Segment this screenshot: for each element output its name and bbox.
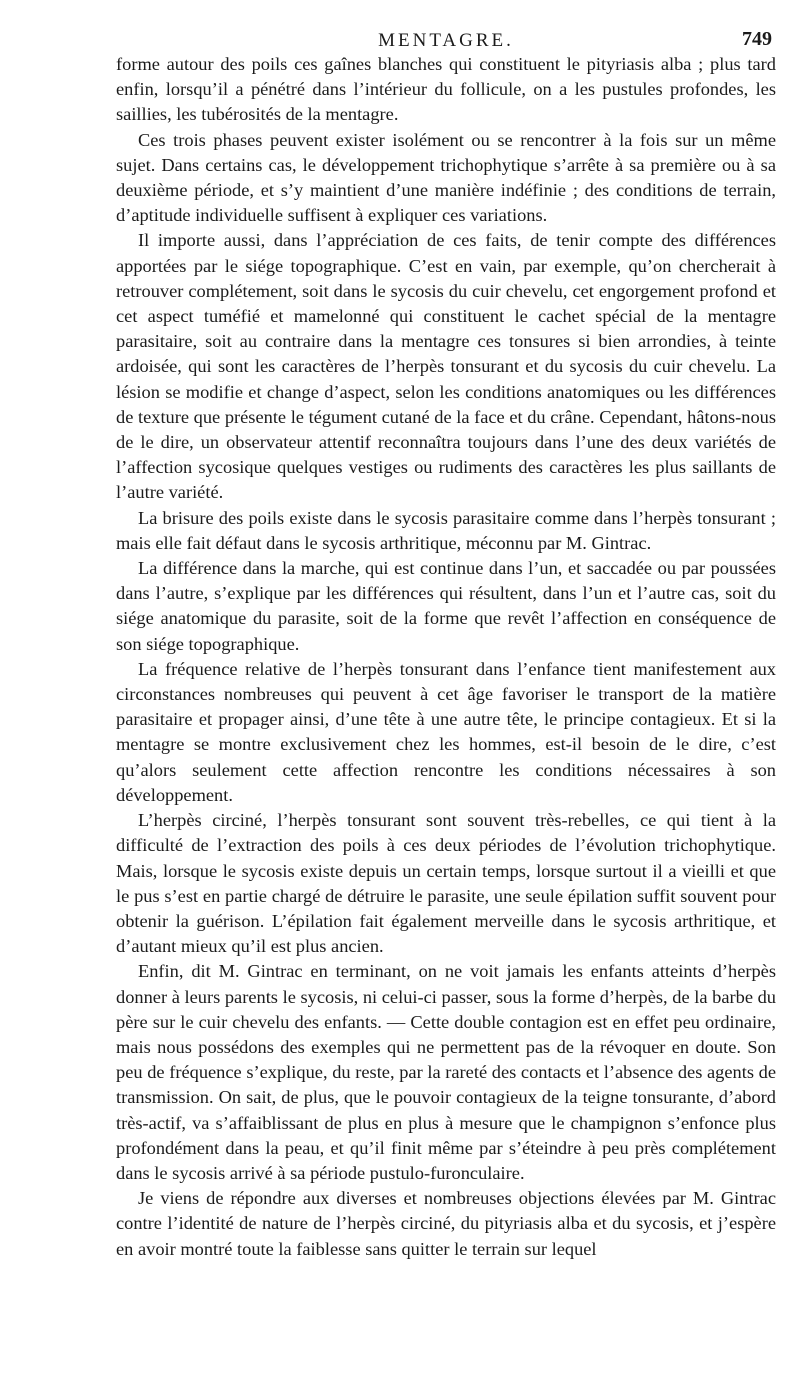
paragraph-rebellious-forms: L’herpès circiné, l’herpès tonsurant sont souvent très-rebelles, ce qui tient à la difficulté de l’extraction des poils à ces deux périodes de l’évolution trichophytique. Mais, lorsque le sycosis existe depuis un certain temps, lorsque surtout il a vieilli et que le pus s’est en partie chargé de détruire le parasite, une seule épilation suffit souvent pour obtenir la guérison. L’épilation fait également merveille dans le sycosis arthritique, et d’autant mieux qu’il est plus ancien. xyxy=(116,810,776,957)
running-head xyxy=(116,26,776,52)
body-text xyxy=(116,52,776,1262)
paragraph-three-phases: Ces trois phases peuvent exister isolément ou se rencontrer à la fois sur un même sujet. Dans certains cas, le développement trichophytique s’arrête à sa première ou à sa deuxième période, et s’y maintient d’une manière indéfinie ; des conditions de terrain, d’aptitude individuelle suffisent à expliquer ces variations. xyxy=(116,129,776,226)
paragraph-childhood-frequency: La fréquence relative de l’herpès tonsurant dans l’enfance tient manifestement aux circonstances nombreuses qui peuvent à cet âge favoriser le transport de la matière parasitaire et propager ainsi, d’une tête à une autre tête, le principe contagieux. Et si la mentagre se montre exclusivement chez les hommes, est-il besoin de le dire, c’est qu’alors seulement cette affection rencontre les conditions nécessaires à son développement. xyxy=(116,658,776,805)
running-title: MENTAGRE. xyxy=(378,30,514,51)
paragraph-continuation: forme autour des poils ces gaînes blanches qui constituent le pityriasis alba ; plus tard enfin, lorsqu’il a pénétré dans l’intérieur du follicule, on a les pustules profondes, les saillies, les tubérosités de la mentagre. xyxy=(116,54,776,125)
paragraph-conclusion: Je viens de répondre aux diverses et nombreuses objections élevées par M. Gintrac contre l’identité de nature de l’herpès circiné, du pityriasis alba et du sycosis, et j’espère en avoir montré toute la faiblesse sans quitter le terrain sur lequel xyxy=(116,1188,776,1259)
paragraph-hair-breakage: La brisure des poils existe dans le sycosis parasitaire comme dans l’herpès tonsurant ; mais elle fait défaut dans le sycosis arthritique, méconnu par M. Gintrac. xyxy=(116,507,776,553)
paragraph-double-contagion: Enfin, dit M. Gintrac en terminant, on ne voit jamais les enfants atteints d’herpès donner à leurs parents le sycosis, ni celui-ci passer, sous la forme d’herpès, de la barbe du père sur le cuir chevelu des enfants. — Cette double contagion est en effet peu ordinaire, mais nous possédons des exemples qui ne permettent pas de la révoquer en doute. Son peu de fréquence s’explique, du reste, par la rareté des contacts et l’absence des agents de transmission. On sait, de plus, que le pouvoir contagieux de la teigne tonsurante, d’abord très-actif, va s’affaiblissant de plus en plus à mesure que le champignon s’enfonce plus profondément dans la peau, et qu’il finit même par s’éteindre à peu près complétement dans le sycosis arrivé à sa période pustulo-furonculaire. xyxy=(116,961,776,1183)
page-number: 749 xyxy=(742,28,772,50)
paragraph-topographic-seat: Il importe aussi, dans l’appréciation de ces faits, de tenir compte des différences apportées par le siége topographique. C’est en vain, par exemple, qu’on chercherait à retrouver complétement, soit dans le sycosis du cuir chevelu, cet engorgement profond et cet aspect tuméfié et mamelonné qui constituent le cachet spécial de la mentagre parasitaire, soit au contraire dans la mentagre ces tonsures si bien arrondies, à teinte ardoisée, qui sont les caractères de l’herpès tonsurant et du sycosis du cuir chevelu. La lésion se modifie et change d’aspect, selon les conditions anatomiques ou les différences de texture que présente le tégument cutané de la face et du crâne. Cependant, hâtons-nous de le dire, un observateur attentif reconnaîtra toujours dans l’une des deux variétés de l’affection sycosique quelques vestiges ou rudiments des caractères les plus saillants de l’autre variété. xyxy=(116,230,776,503)
paragraph-course-difference: La différence dans la marche, qui est continue dans l’un, et saccadée ou par poussées dans l’autre, s’explique par les différences qui résultent, dans l’un et l’autre cas, soit du siége anatomique du parasite, soit de la forme que revêt l’affection en conséquence de son siége topographique. xyxy=(116,558,776,654)
